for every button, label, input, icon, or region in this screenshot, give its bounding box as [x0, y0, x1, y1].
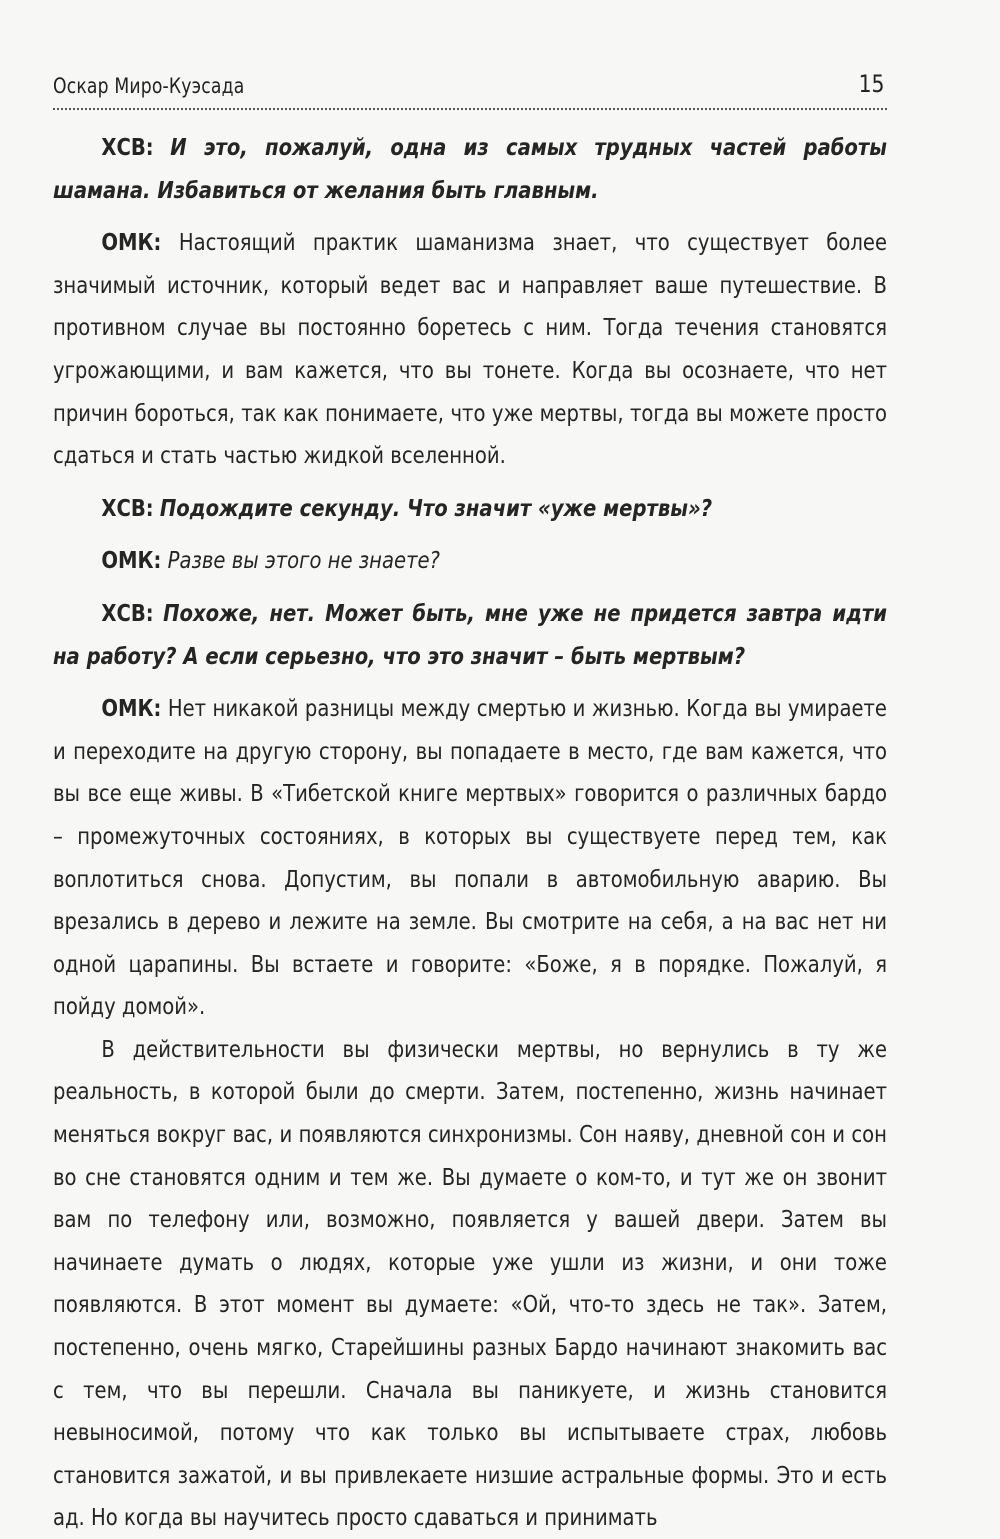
paragraph-omk-3	[53, 687, 887, 1028]
paragraph-text: Настоящий практик шаманизма знает, что существует более значимый источник, который ведет вас и направляет ваше путешествие. В противном случае вы постоянно боретесь с ним. Тогда течения становятся угрожающими, и вам кажется, что вы тонете. Когда вы осознаете, что нет причин бороться, так как понимаете, что уже мертвы, тогда вы можете просто сдаться и стать частью жидкой вселенной.	[53, 228, 888, 470]
speaker-label: ОМК:	[101, 546, 162, 575]
paragraph-hsv-1	[53, 126, 887, 211]
running-header	[53, 70, 887, 110]
paragraph-text: Подождите секунду. Что значит «уже мертвы»?	[159, 493, 713, 522]
paragraph-hsv-3	[53, 592, 887, 677]
paragraph-text: И это, пожалуй, одна из самых трудных частей работы шамана. Избавиться от желания быть главным.	[53, 133, 887, 204]
paragraph-text: Нет никакой разницы между смертью и жизнью. Когда вы умираете и переходите на другую сторону, вы попадаете в место, где вам кажется, что вы все еще живы. В «Тибетской книге мертвых» говорится о различных бардо – промежуточных состояниях, в которых вы существуете перед тем, как воплотиться снова. Допустим, вы попали в автомобильную аварию. Вы врезались в дерево и лежите на земле. Вы смотрите на себя, а на вас нет ни одной царапины. Вы встаете и говорите: «Боже, я в порядке. Пожалуй, я пойду домой».	[53, 694, 887, 1021]
speaker-label: ОМК:	[101, 228, 162, 257]
paragraph-text: Разве вы этого не знаете?	[167, 546, 440, 575]
paragraph-omk-4	[53, 1028, 887, 1539]
body-text	[53, 126, 887, 1539]
paragraph-hsv-2	[53, 487, 887, 530]
speaker-label: ХСВ:	[101, 493, 154, 522]
speaker-label: ХСВ:	[101, 598, 154, 627]
paragraph-text: Похоже, нет. Может быть, мне уже не придется завтра идти на работу? А если серьезно, что это значит – быть мертвым?	[53, 598, 888, 670]
header-author: Оскар Миро-Куэсада	[53, 74, 245, 98]
paragraph-text: В действительности вы физически мертвы, но вернулись в ту же реальность, в которой были до смерти. Затем, постепенно, жизнь начинает меняться вокруг вас, и появляются синхронизмы. Сон наяву, дневной сон и сон во сне становятся одним и тем же. Вы думаете о ком-то, и тут же он звонит вам по телефону или, возможно, появляется у вашей двери. Затем вы начинаете думать о людях, которые уже ушли из жизни, и они тоже появляются. В этот момент вы думаете: «Ой, что-то здесь не так». Затем, постепенно, очень мягко, Старейшины разных Бардо начинают знакомить вас с тем, что вы перешли. Сначала вы паникуете, и жизнь становится невыносимой, потому что как только вы испытываете страх, любовь становится зажатой, и вы привлекаете низшие астральные формы. Это и есть ад. Но когда вы научитесь просто сдаваться и принимать	[53, 1034, 887, 1532]
speaker-label: ХСВ:	[101, 133, 154, 161]
speaker-label: ОМК:	[101, 694, 162, 723]
paragraph-omk-1	[53, 221, 887, 477]
paragraph-omk-2	[53, 539, 887, 582]
page-number: 15	[859, 70, 885, 98]
